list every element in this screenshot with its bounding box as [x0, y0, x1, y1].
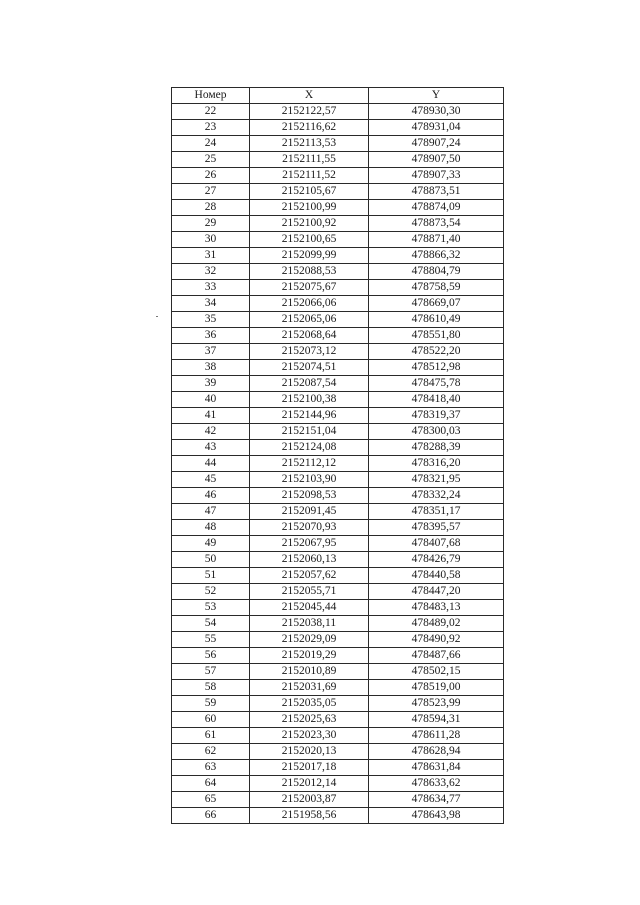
cell-y: 478610,49 — [369, 312, 504, 328]
cell-number: 32 — [172, 264, 250, 280]
cell-number: 53 — [172, 600, 250, 616]
cell-x: 2152087,54 — [250, 376, 369, 392]
cell-y: 478874,09 — [369, 200, 504, 216]
table-row — [172, 520, 504, 536]
cell-y: 478866,32 — [369, 248, 504, 264]
cell-x: 2152111,52 — [250, 168, 369, 184]
cell-x: 2152019,29 — [250, 648, 369, 664]
table-row — [172, 696, 504, 712]
cell-number: 56 — [172, 648, 250, 664]
cell-number: 44 — [172, 456, 250, 472]
cell-y: 478634,77 — [369, 792, 504, 808]
cell-x: 2152100,92 — [250, 216, 369, 232]
table-header-row — [172, 88, 504, 104]
cell-y: 478426,79 — [369, 552, 504, 568]
cell-y: 478907,33 — [369, 168, 504, 184]
cell-y: 478351,17 — [369, 504, 504, 520]
cell-number: 54 — [172, 616, 250, 632]
cell-x: 2152144,96 — [250, 408, 369, 424]
cell-x: 2152066,06 — [250, 296, 369, 312]
cell-x: 2152023,30 — [250, 728, 369, 744]
cell-y: 478447,20 — [369, 584, 504, 600]
cell-y: 478930,30 — [369, 104, 504, 120]
table-row — [172, 536, 504, 552]
cell-x: 2152099,99 — [250, 248, 369, 264]
table-row — [172, 408, 504, 424]
table-row — [172, 552, 504, 568]
table-row — [172, 200, 504, 216]
table-row — [172, 104, 504, 120]
header-y: Y — [369, 88, 504, 104]
cell-x: 2152070,93 — [250, 520, 369, 536]
cell-y: 478288,39 — [369, 440, 504, 456]
table-row — [172, 120, 504, 136]
cell-y: 478319,37 — [369, 408, 504, 424]
cell-y: 478611,28 — [369, 728, 504, 744]
cell-number: 33 — [172, 280, 250, 296]
cell-y: 478522,20 — [369, 344, 504, 360]
cell-number: 60 — [172, 712, 250, 728]
table-row — [172, 216, 504, 232]
table-row — [172, 712, 504, 728]
cell-x: 2152012,14 — [250, 776, 369, 792]
cell-x: 2152010,89 — [250, 664, 369, 680]
cell-number: 39 — [172, 376, 250, 392]
cell-number: 59 — [172, 696, 250, 712]
cell-x: 2152151,04 — [250, 424, 369, 440]
cell-number: 23 — [172, 120, 250, 136]
table-row — [172, 488, 504, 504]
cell-number: 26 — [172, 168, 250, 184]
cell-x: 2152017,18 — [250, 760, 369, 776]
cell-number: 30 — [172, 232, 250, 248]
scan-artifact-dot — [156, 316, 158, 317]
cell-number: 24 — [172, 136, 250, 152]
table-row — [172, 600, 504, 616]
cell-number: 34 — [172, 296, 250, 312]
cell-y: 478483,13 — [369, 600, 504, 616]
cell-number: 48 — [172, 520, 250, 536]
header-number: Номер — [172, 88, 250, 104]
cell-y: 478321,95 — [369, 472, 504, 488]
cell-x: 2152073,12 — [250, 344, 369, 360]
cell-x: 2152068,64 — [250, 328, 369, 344]
cell-number: 57 — [172, 664, 250, 680]
cell-y: 478631,84 — [369, 760, 504, 776]
cell-x: 2152055,71 — [250, 584, 369, 600]
table-row — [172, 744, 504, 760]
cell-y: 478440,58 — [369, 568, 504, 584]
cell-x: 2152116,62 — [250, 120, 369, 136]
cell-x: 2151958,56 — [250, 808, 369, 824]
table-row — [172, 168, 504, 184]
cell-number: 40 — [172, 392, 250, 408]
cell-y: 478316,20 — [369, 456, 504, 472]
cell-x: 2152091,45 — [250, 504, 369, 520]
cell-x: 2152100,99 — [250, 200, 369, 216]
cell-y: 478931,04 — [369, 120, 504, 136]
table-row — [172, 616, 504, 632]
cell-y: 478407,68 — [369, 536, 504, 552]
cell-y: 478907,24 — [369, 136, 504, 152]
cell-number: 49 — [172, 536, 250, 552]
cell-x: 2152113,53 — [250, 136, 369, 152]
table-row — [172, 184, 504, 200]
cell-number: 42 — [172, 424, 250, 440]
table-row — [172, 568, 504, 584]
cell-x: 2152124,08 — [250, 440, 369, 456]
cell-x: 2152100,38 — [250, 392, 369, 408]
header-x: X — [250, 88, 369, 104]
cell-x: 2152112,12 — [250, 456, 369, 472]
cell-y: 478804,79 — [369, 264, 504, 280]
table-row — [172, 728, 504, 744]
cell-number: 43 — [172, 440, 250, 456]
cell-y: 478907,50 — [369, 152, 504, 168]
table-row — [172, 632, 504, 648]
cell-y: 478519,00 — [369, 680, 504, 696]
cell-number: 55 — [172, 632, 250, 648]
cell-y: 478395,57 — [369, 520, 504, 536]
cell-number: 27 — [172, 184, 250, 200]
cell-number: 37 — [172, 344, 250, 360]
cell-y: 478594,31 — [369, 712, 504, 728]
cell-x: 2152067,95 — [250, 536, 369, 552]
cell-number: 63 — [172, 760, 250, 776]
cell-y: 478487,66 — [369, 648, 504, 664]
table-row — [172, 296, 504, 312]
cell-number: 29 — [172, 216, 250, 232]
cell-number: 46 — [172, 488, 250, 504]
table-row — [172, 360, 504, 376]
cell-number: 22 — [172, 104, 250, 120]
cell-number: 35 — [172, 312, 250, 328]
cell-x: 2152105,67 — [250, 184, 369, 200]
table-row — [172, 280, 504, 296]
table-row — [172, 776, 504, 792]
cell-number: 36 — [172, 328, 250, 344]
cell-number: 50 — [172, 552, 250, 568]
cell-x: 2152057,62 — [250, 568, 369, 584]
cell-number: 65 — [172, 792, 250, 808]
table-row — [172, 808, 504, 824]
cell-x: 2152088,53 — [250, 264, 369, 280]
cell-y: 478300,03 — [369, 424, 504, 440]
cell-number: 47 — [172, 504, 250, 520]
table-row — [172, 376, 504, 392]
cell-number: 45 — [172, 472, 250, 488]
cell-y: 478551,80 — [369, 328, 504, 344]
cell-number: 66 — [172, 808, 250, 824]
cell-y: 478669,07 — [369, 296, 504, 312]
cell-number: 58 — [172, 680, 250, 696]
table-row — [172, 312, 504, 328]
cell-x: 2152075,67 — [250, 280, 369, 296]
cell-y: 478873,51 — [369, 184, 504, 200]
table-row — [172, 328, 504, 344]
cell-y: 478475,78 — [369, 376, 504, 392]
cell-x: 2152111,55 — [250, 152, 369, 168]
table-row — [172, 648, 504, 664]
cell-x: 2152025,63 — [250, 712, 369, 728]
cell-x: 2152035,05 — [250, 696, 369, 712]
cell-number: 62 — [172, 744, 250, 760]
cell-x: 2152029,09 — [250, 632, 369, 648]
cell-y: 478332,24 — [369, 488, 504, 504]
table-row — [172, 504, 504, 520]
cell-x: 2152100,65 — [250, 232, 369, 248]
cell-number: 64 — [172, 776, 250, 792]
table-row — [172, 760, 504, 776]
cell-y: 478633,62 — [369, 776, 504, 792]
cell-y: 478418,40 — [369, 392, 504, 408]
table-row — [172, 584, 504, 600]
cell-y: 478502,15 — [369, 664, 504, 680]
cell-y: 478628,94 — [369, 744, 504, 760]
table-row — [172, 264, 504, 280]
cell-x: 2152031,69 — [250, 680, 369, 696]
table-row — [172, 248, 504, 264]
table-row — [172, 472, 504, 488]
table-row — [172, 792, 504, 808]
table-body — [172, 104, 504, 824]
cell-x: 2152020,13 — [250, 744, 369, 760]
cell-x: 2152060,13 — [250, 552, 369, 568]
table-row — [172, 344, 504, 360]
table-row — [172, 136, 504, 152]
cell-x: 2152122,57 — [250, 104, 369, 120]
cell-number: 31 — [172, 248, 250, 264]
cell-x: 2152074,51 — [250, 360, 369, 376]
cell-x: 2152045,44 — [250, 600, 369, 616]
cell-number: 38 — [172, 360, 250, 376]
cell-y: 478873,54 — [369, 216, 504, 232]
table-row — [172, 680, 504, 696]
cell-x: 2152038,11 — [250, 616, 369, 632]
cell-number: 61 — [172, 728, 250, 744]
table-row — [172, 456, 504, 472]
table-row — [172, 440, 504, 456]
cell-y: 478512,98 — [369, 360, 504, 376]
cell-y: 478758,59 — [369, 280, 504, 296]
table-row — [172, 232, 504, 248]
cell-number: 52 — [172, 584, 250, 600]
coordinates-table — [171, 87, 504, 824]
cell-y: 478490,92 — [369, 632, 504, 648]
cell-x: 2152103,90 — [250, 472, 369, 488]
table-row — [172, 664, 504, 680]
cell-number: 41 — [172, 408, 250, 424]
cell-number: 51 — [172, 568, 250, 584]
cell-x: 2152098,53 — [250, 488, 369, 504]
cell-y: 478489,02 — [369, 616, 504, 632]
cell-number: 25 — [172, 152, 250, 168]
cell-number: 28 — [172, 200, 250, 216]
cell-x: 2152065,06 — [250, 312, 369, 328]
cell-y: 478871,40 — [369, 232, 504, 248]
cell-x: 2152003,87 — [250, 792, 369, 808]
table-row — [172, 424, 504, 440]
cell-y: 478643,98 — [369, 808, 504, 824]
table-row — [172, 392, 504, 408]
cell-y: 478523,99 — [369, 696, 504, 712]
table-row — [172, 152, 504, 168]
